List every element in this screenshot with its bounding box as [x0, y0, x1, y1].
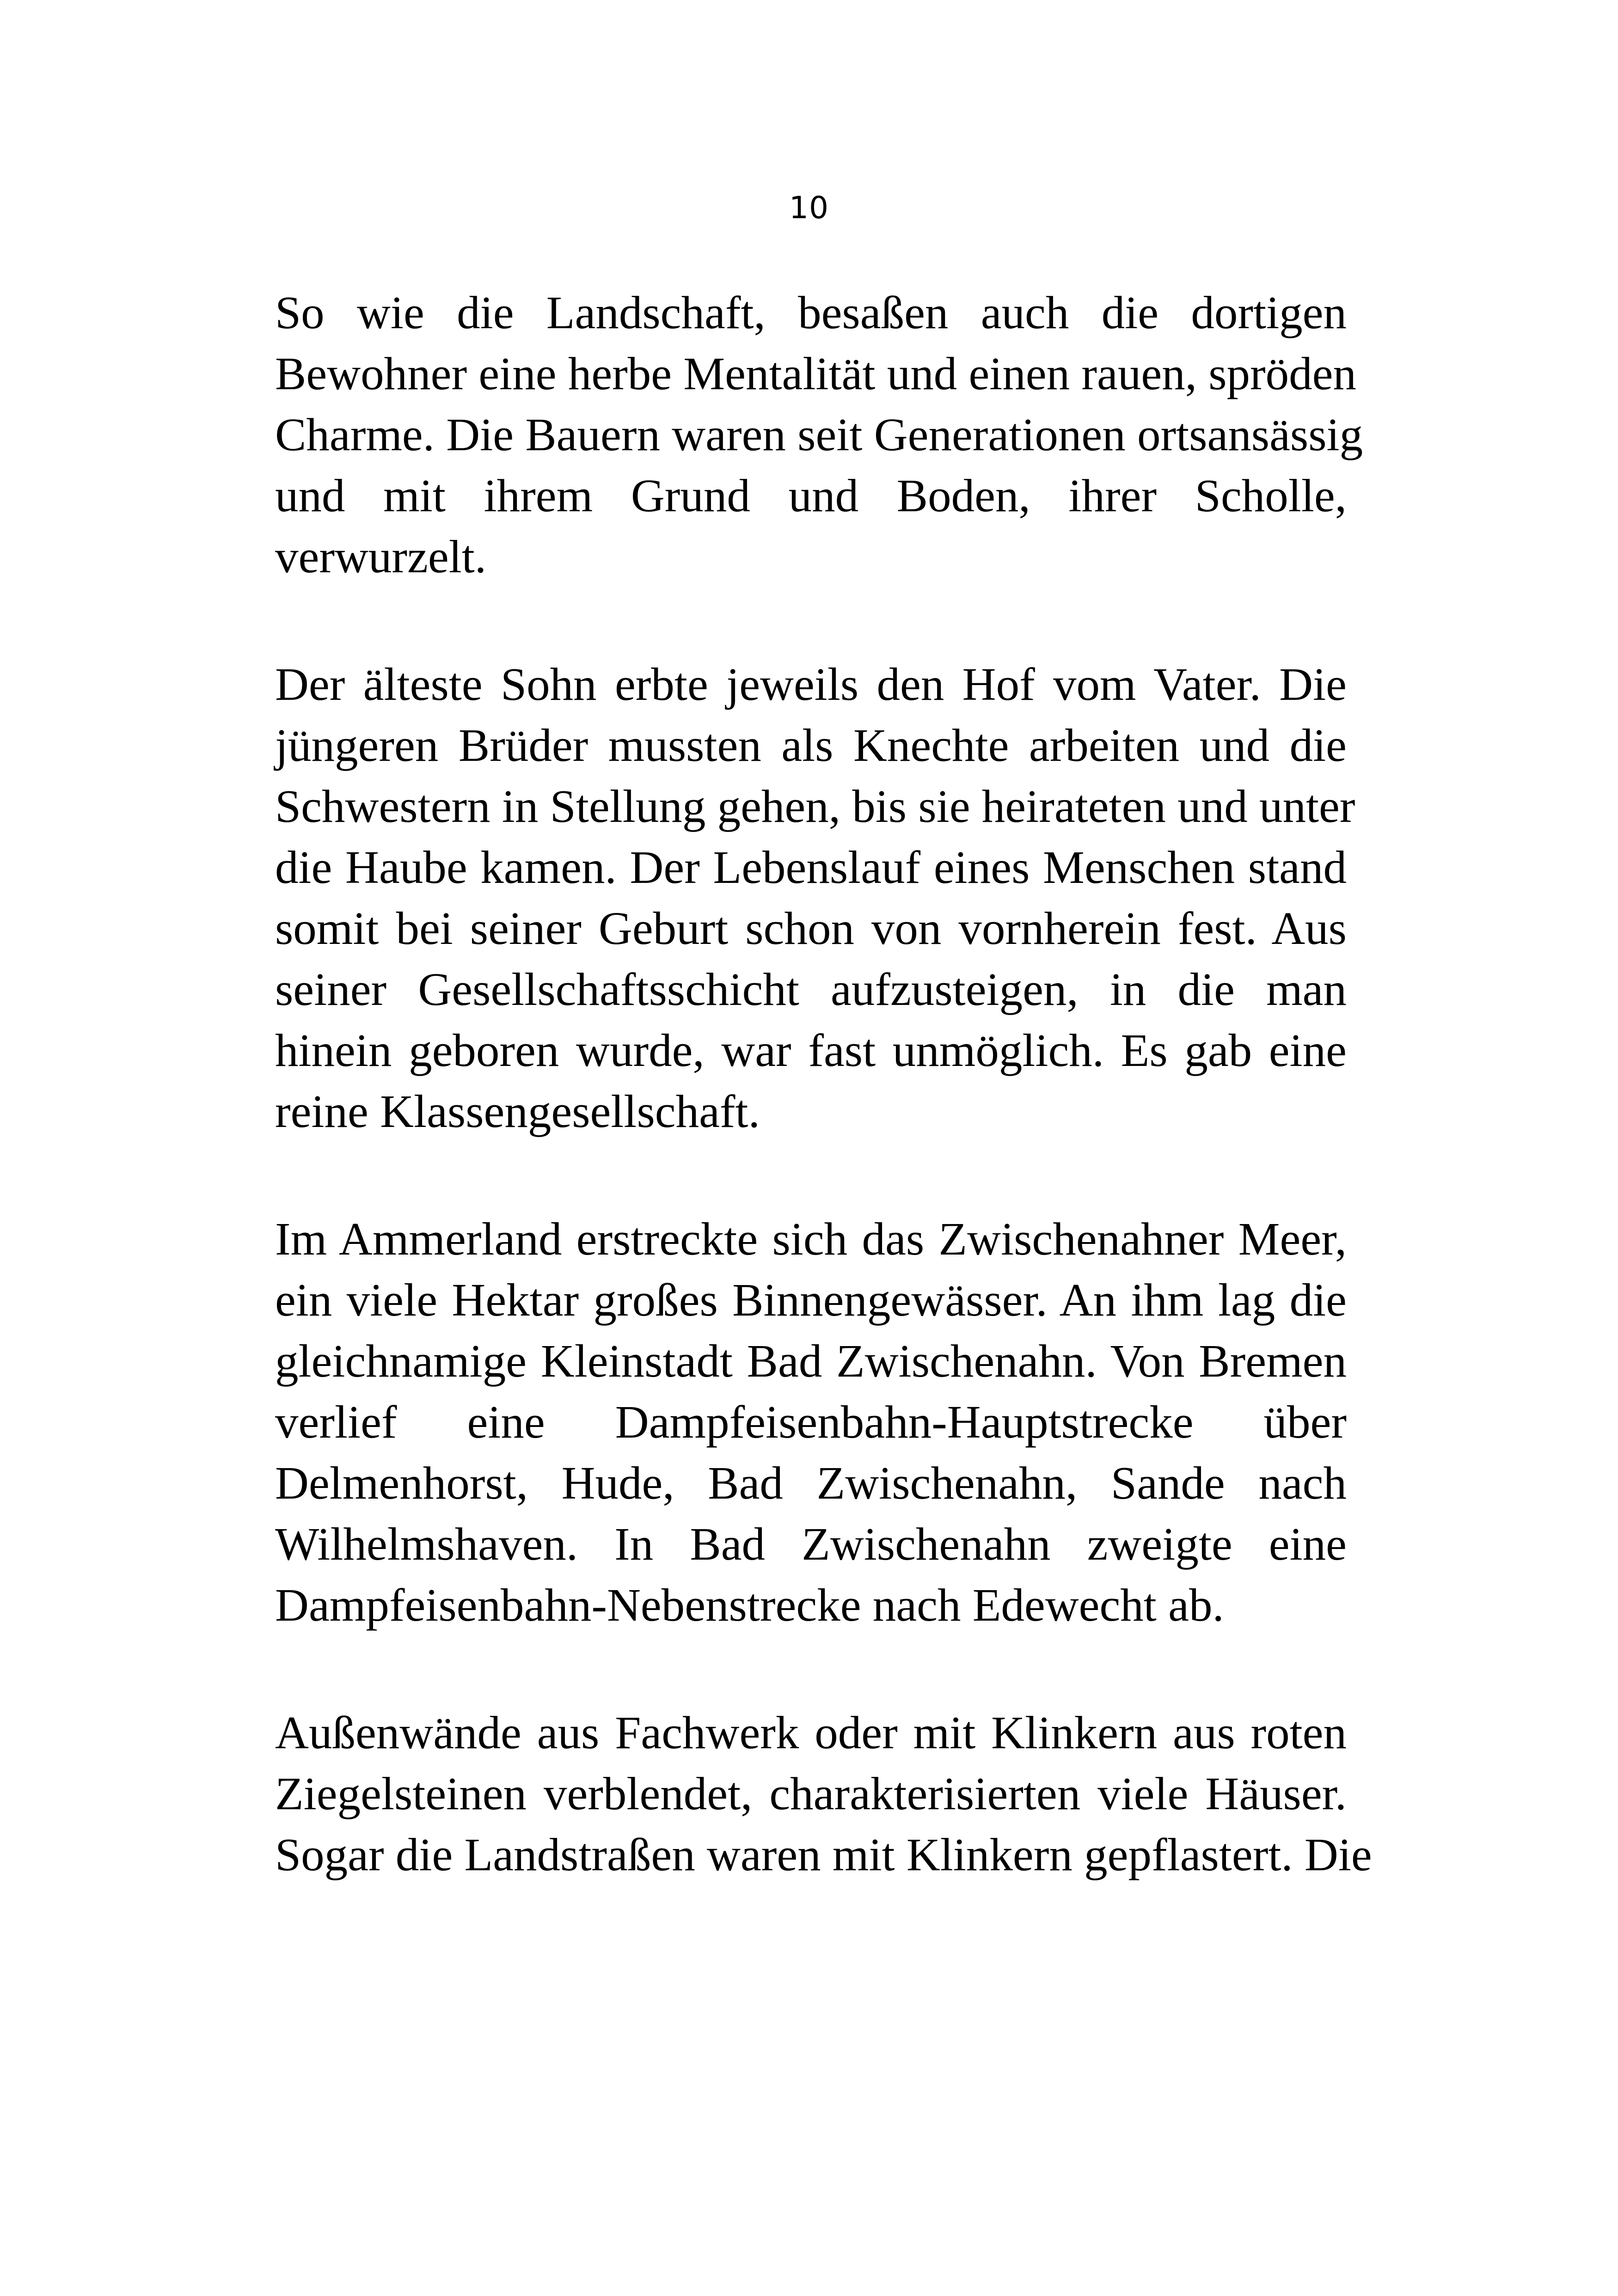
text-line: So wie die Landschaft, besaßen auch die dortigen [275, 287, 1347, 338]
paragraph [275, 282, 1363, 587]
text-line: hinein geboren wurde, war fast unmöglich. Es gab eine [275, 1024, 1347, 1076]
text-line: jüngeren Brüder mussten als Knechte arbeiten und die [275, 719, 1347, 771]
text-line: reine Klassengesellschaft. [275, 1085, 760, 1137]
text-line: gleichnamige Kleinstadt Bad Zwischenahn. Von Bremen [275, 1335, 1347, 1387]
text-line: Wilhelmshaven. In Bad Zwischenahn zweigte eine [275, 1518, 1347, 1570]
paragraph [275, 1702, 1372, 1885]
text-line: Der älteste Sohn erbte jeweils den Hof vom Vater. Die [275, 658, 1347, 710]
text-line: und mit ihrem Grund und Boden, ihrer Scholle, [275, 470, 1347, 521]
text-line: Charme. Die Bauern waren seit Generationen ortsansässig [275, 409, 1363, 460]
text-line: verwurzelt. [275, 531, 487, 582]
text-line: somit bei seiner Geburt schon von vornherein fest. Aus [275, 902, 1347, 954]
text-line: verlief eine Dampfeisenbahn-Hauptstrecke über [275, 1396, 1347, 1448]
text-line: Im Ammerland erstreckte sich das Zwischenahner Meer, [275, 1213, 1347, 1265]
text-line: Sogar die Landstraßen waren mit Klinkern gepflastert. Die [275, 1829, 1372, 1880]
text-line: Dampfeisenbahn-Nebenstrecke nach Edewecht ab. [275, 1579, 1224, 1631]
text-line: ein viele Hektar großes Binnengewässer. An ihm lag die [275, 1274, 1347, 1326]
text-line: Ziegelsteinen verblendet, charakterisierten viele Häuser. [275, 1768, 1347, 1819]
page-number: 10 [789, 190, 829, 226]
text-line: Außenwände aus Fachwerk oder mit Klinkern aus roten [275, 1707, 1347, 1758]
text-line: Delmenhorst, Hude, Bad Zwischenahn, Sande nach [275, 1457, 1347, 1509]
paragraph [275, 1208, 1347, 1635]
body-text [275, 282, 1372, 1952]
text-line: seiner Gesellschaftsschicht aufzusteigen, in die man [275, 963, 1347, 1015]
text-line: Schwestern in Stellung gehen, bis sie heirateten und unter [275, 780, 1355, 832]
text-line: Bewohner eine herbe Mentalität und einen rauen, spröden [275, 348, 1356, 399]
text-line: die Haube kamen. Der Lebenslauf eines Menschen stand [275, 841, 1347, 893]
paragraph [275, 654, 1355, 1142]
